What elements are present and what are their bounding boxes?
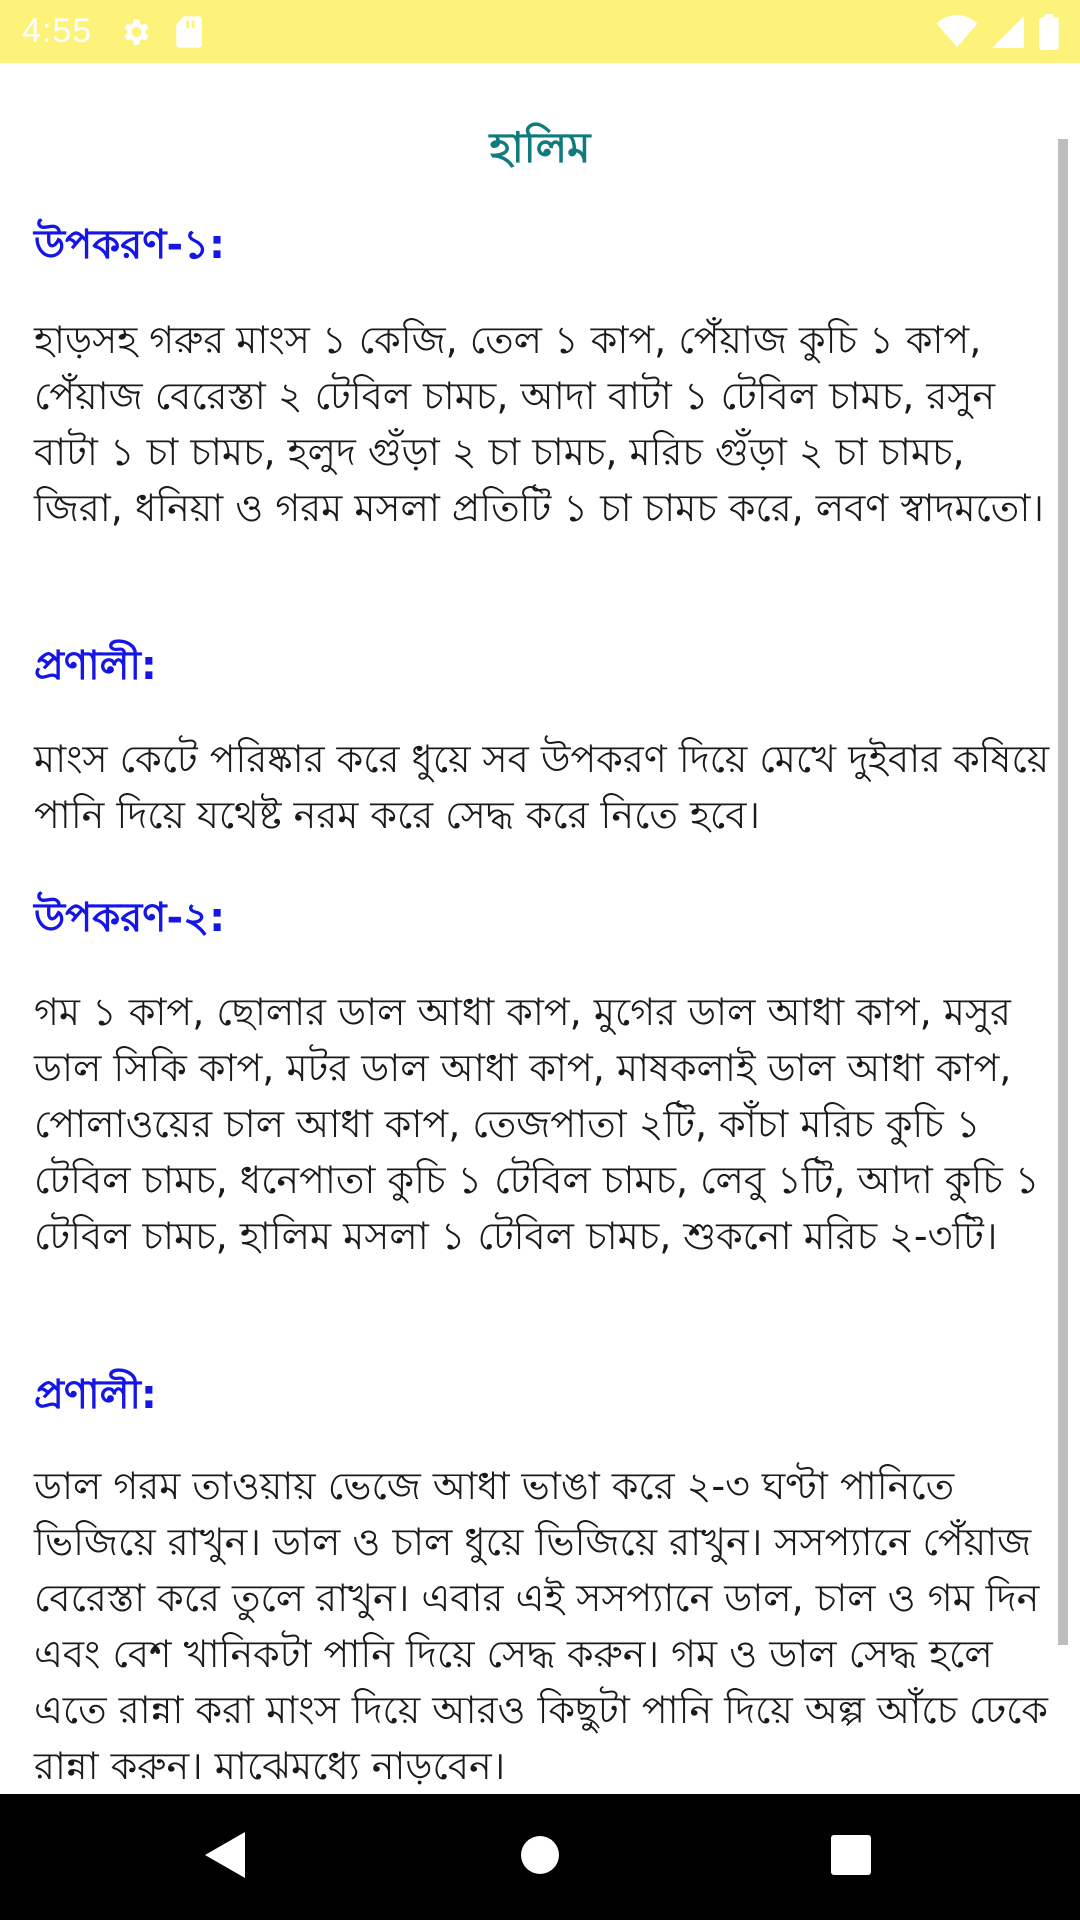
ingredients-2-heading: উপকরণ-২: bbox=[34, 895, 226, 941]
method-1-heading: প্রণালী: bbox=[34, 643, 157, 689]
sd-card-icon bbox=[174, 15, 204, 49]
recents-square-icon bbox=[831, 1835, 871, 1879]
battery-icon bbox=[1038, 14, 1060, 50]
settings-gear-icon bbox=[118, 15, 152, 49]
recipe-title: হালিম bbox=[489, 123, 591, 172]
recents-button[interactable] bbox=[791, 1794, 911, 1920]
wifi-icon bbox=[936, 15, 978, 49]
cell-signal-icon bbox=[992, 15, 1024, 49]
home-circle-icon bbox=[520, 1835, 560, 1879]
home-button[interactable] bbox=[480, 1794, 600, 1920]
ingredients-1-body: হাড়সহ গরুর মাংস ১ কেজি, তেল ১ কাপ, পেঁয়াজ কুচি ১ কাপ, পেঁয়াজ বেরেস্তা ২ টেবিল চামচ, আদা বাটা ১ টেবিল চামচ, রসুন বাটা ১ চা চামচ, হলুদ গুঁড়া ২ চা চামচ, মরিচ গুঁড়া ২ চা চামচ, জিরা, ধনিয়া ও গরম মসলা প্রতিটি ১ চা চামচ করে, লবণ স্বাদমতো। bbox=[34, 318, 1044, 530]
ingredients-1-heading: উপকরণ-১: bbox=[34, 222, 226, 268]
method-1-body: মাংস কেটে পরিষ্কার করে ধুয়ে সব উপকরণ দিয়ে মেখে দুইবার কষিয়ে পানি দিয়ে যথেষ্ট নরম করে সেদ্ধ করে নিতে হবে। bbox=[34, 737, 1050, 837]
scrollbar[interactable] bbox=[1058, 139, 1068, 1645]
recipe-content[interactable] bbox=[0, 63, 1080, 1794]
back-triangle-icon bbox=[205, 1832, 245, 1882]
back-button[interactable] bbox=[165, 1794, 285, 1920]
status-bar bbox=[0, 0, 1080, 63]
method-2-body: ডাল গরম তাওয়ায় ভেজে আধা ভাঙা করে ২-৩ ঘণ্টা পানিতে ভিজিয়ে রাখুন। ডাল ও চাল ধুয়ে ভিজিয়ে রাখুন। সসপ্যানে পেঁয়াজ বেরেস্তা করে তুলে রাখুন। এবার এই সসপ্যানে ডাল, চাল ও গম দিন এবং বেশ খানিকটা পানি দিয়ে সেদ্ধ করুন। গম ও ডাল সেদ্ধ হলে এতে রান্না করা মাংস দিয়ে আরও কিছুটা পানি দিয়ে অল্প আঁচে ঢেকে রান্না করুন। মাঝেমধ্যে নাড়বেন। bbox=[34, 1464, 1048, 1788]
ingredients-2-body: গম ১ কাপ, ছোলার ডাল আধা কাপ, মুগের ডাল আধা কাপ, মসুর ডাল সিকি কাপ, মটর ডাল আধা কাপ, মাষকলাই ডাল আধা কাপ, পোলাওয়ের চাল আধা কাপ, তেজপাতা ২টি, কাঁচা মরিচ কুচি ১ টেবিল চামচ, ধনেপাতা কুচি ১ টেবিল চামচ, লেবু ১টি, আদা কুচি ১ টেবিল চামচ, হালিম মসলা ১ টেবিল চামচ, শুকনো মরিচ ২-৩টি। bbox=[34, 990, 1040, 1258]
status-time: 4:55 bbox=[22, 12, 93, 50]
status-indicators bbox=[936, 0, 1060, 63]
method-2-heading: প্রণালী: bbox=[34, 1372, 157, 1418]
navigation-bar bbox=[0, 1794, 1080, 1920]
